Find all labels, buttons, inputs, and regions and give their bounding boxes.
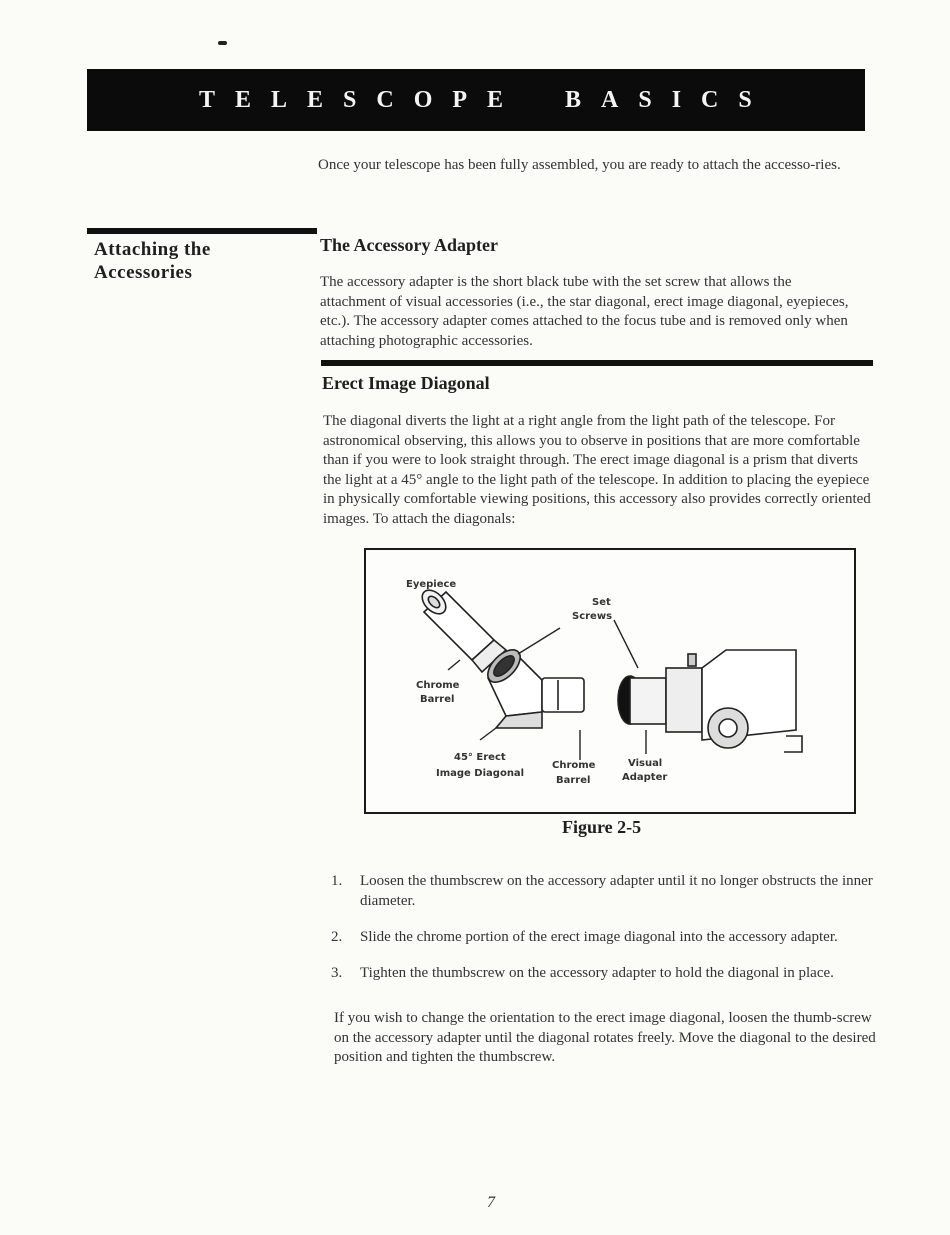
orientation-paragraph: If you wish to change the orientation to the erect image diagonal, loosen the thumb-screw on the accessory adapter until the diagonal rotates freely. Move the diagonal to the desired position and tighten the thumbscrew.: [334, 1010, 876, 1066]
intro-paragraph: Once your telescope has been fully assembled, you are ready to attach the accesso-ries.: [318, 157, 841, 173]
sidebar-title: [94, 238, 211, 284]
figure-2-5: [364, 548, 856, 814]
list-item: [331, 927, 881, 947]
sidebar-rule: [87, 228, 317, 234]
sidebar-title-line1: Attaching the: [94, 239, 211, 260]
scan-speck: [218, 41, 227, 45]
label-chrome-barrel-line1: Chrome: [416, 680, 460, 691]
eyepiece-drawing: [418, 586, 506, 672]
diagonal-assembly-illustration: [366, 550, 854, 812]
banner-word-telescope: TELESCOPE: [199, 87, 524, 113]
step-number: 2.: [331, 929, 343, 945]
section-rule: [321, 360, 873, 366]
step-text: Slide the chrome portion of the erect image diagonal into the accessory adapter.: [360, 929, 838, 945]
label-chrome-barrel2-line1: Chrome: [552, 760, 596, 771]
step-text: Loosen the thumbscrew on the accessory adapter until it no longer obstructs the inner diameter.: [360, 873, 873, 909]
label-erect-line2: Image Diagonal: [436, 768, 525, 779]
step-text: Tighten the thumbscrew on the accessory adapter to hold the diagonal in place.: [360, 965, 834, 981]
label-visual: Visual: [628, 758, 663, 769]
label-adapter: Adapter: [622, 772, 668, 783]
erect-image-diagonal-heading: Erect Image Diagonal: [322, 373, 490, 393]
instruction-steps: [331, 871, 881, 983]
section-banner: [87, 69, 865, 131]
accessory-adapter-heading: The Accessory Adapter: [320, 235, 498, 255]
erect-diagonal-drawing: [482, 644, 584, 728]
erect-image-diagonal-paragraph: The diagonal diverts the light at a right angle from the light path of the telescope. For astronomical observing, this allows you to observe in positions that are more comfortable than if you were to look straight through. The erect image diagonal is a prism that diverts the light at a 45° angle to the light path of the telescope. In addition to placing the eyepiece in physically comfortable viewing positions, this accessory also provides correctly oriented images. To attach the diagonals:: [323, 413, 871, 527]
list-item: [331, 871, 881, 911]
step-number: 1.: [331, 873, 343, 889]
label-chrome-barrel2-line2: Barrel: [556, 775, 591, 786]
label-chrome-barrel-line2: Barrel: [420, 694, 455, 705]
step-number: 3.: [331, 965, 343, 981]
label-set: Set: [592, 597, 611, 608]
list-item: [331, 963, 881, 983]
accessory-adapter-paragraph: The accessory adapter is the short black tube with the set screw that allows the attachment of visual accessories (i.e., the star diagonal, erect image diagonal, eyepieces, etc.). The accessory adapter comes attached to the focus tube and is removed only when attaching photographic accessories.: [320, 274, 849, 349]
banner-word-basics: BASICS: [565, 87, 772, 113]
label-screws: Screws: [572, 611, 613, 622]
label-erect-line1: 45° Erect: [454, 752, 506, 763]
label-eyepiece: Eyepiece: [406, 579, 457, 590]
figure-caption: Figure 2-5: [562, 817, 642, 837]
sidebar-title-line2: Accessories: [94, 262, 193, 283]
page-number: 7: [487, 1194, 495, 1211]
